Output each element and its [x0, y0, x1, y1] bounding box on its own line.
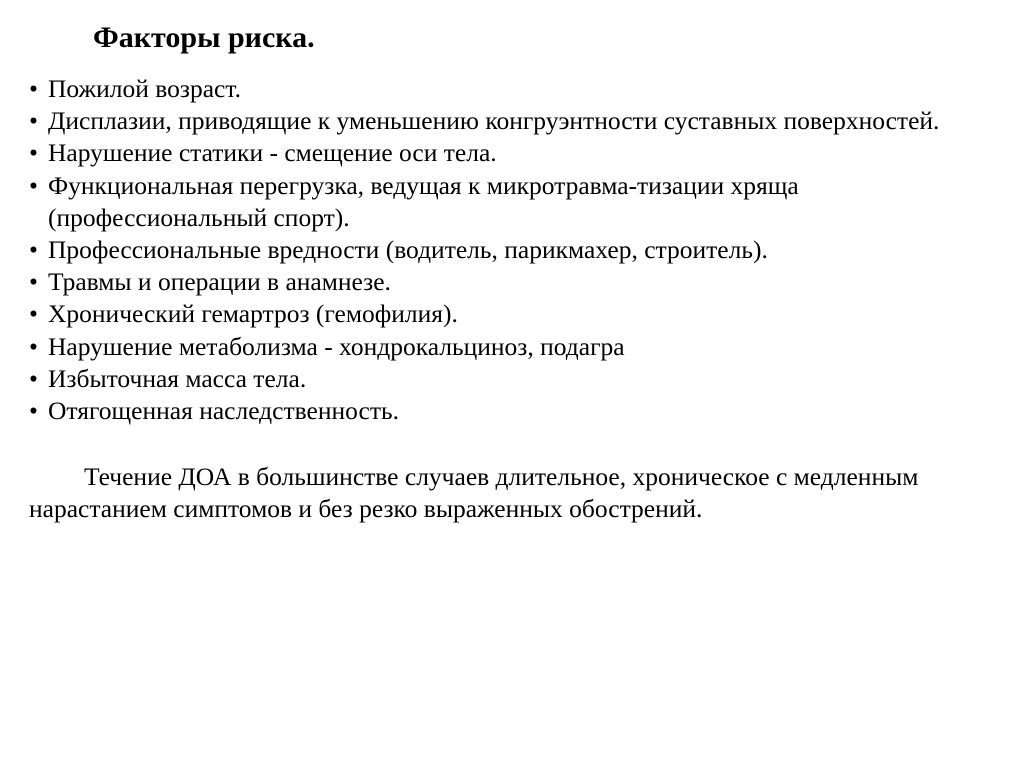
bullet-icon: • [29, 363, 38, 393]
list-item-text: Функциональная перегрузка, ведущая к микротравма-тизации хряща (профессиональный спорт). [48, 170, 799, 232]
list-item-text: Нарушение статики - смещение оси тела. [48, 138, 497, 168]
bullet-icon: • [29, 396, 38, 426]
bullet-icon: • [29, 331, 38, 361]
list-item [29, 234, 989, 266]
slide-title: Факторы риска. [93, 21, 315, 54]
bullet-icon: • [29, 267, 38, 297]
bullet-icon: • [29, 106, 38, 136]
list-item-text: Избыточная масса тела. [48, 363, 307, 393]
summary-paragraph: Течение ДОА в большинстве случаев длительное, хроническое с медленным нарастанием симптомов и без резко выраженных обострений. [29, 462, 919, 524]
list-item [29, 298, 989, 330]
list-item [29, 266, 989, 298]
list-item-text: Дисплазии, приводящие к уменьшению конгруэнтности суставных поверхностей. [48, 106, 940, 136]
bullet-icon: • [29, 170, 38, 200]
list-item [29, 331, 989, 363]
bullet-icon: • [29, 138, 38, 168]
list-item-text: Отягощенная наследственность. [48, 396, 399, 426]
list-item [29, 363, 989, 395]
list-item-text: Травмы и операции в анамнезе. [48, 267, 391, 297]
bullet-icon: • [29, 299, 38, 329]
bullet-icon: • [29, 74, 38, 103]
list-item [29, 105, 989, 137]
list-item-text: Нарушение метаболизма - хондрокальциноз, подагра [48, 331, 625, 361]
list-item-text: Профессиональные вредности (водитель, парикмахер, строитель). [48, 235, 768, 265]
list-item [29, 395, 989, 427]
list-item [29, 170, 989, 234]
list-item [29, 137, 989, 169]
list-item-text: Хронический гемартроз (гемофилия). [48, 299, 458, 329]
list-item [29, 73, 989, 105]
bullet-icon: • [29, 235, 38, 265]
risk-factor-list [29, 73, 989, 427]
list-item-text: Пожилой возраст. [48, 74, 241, 103]
